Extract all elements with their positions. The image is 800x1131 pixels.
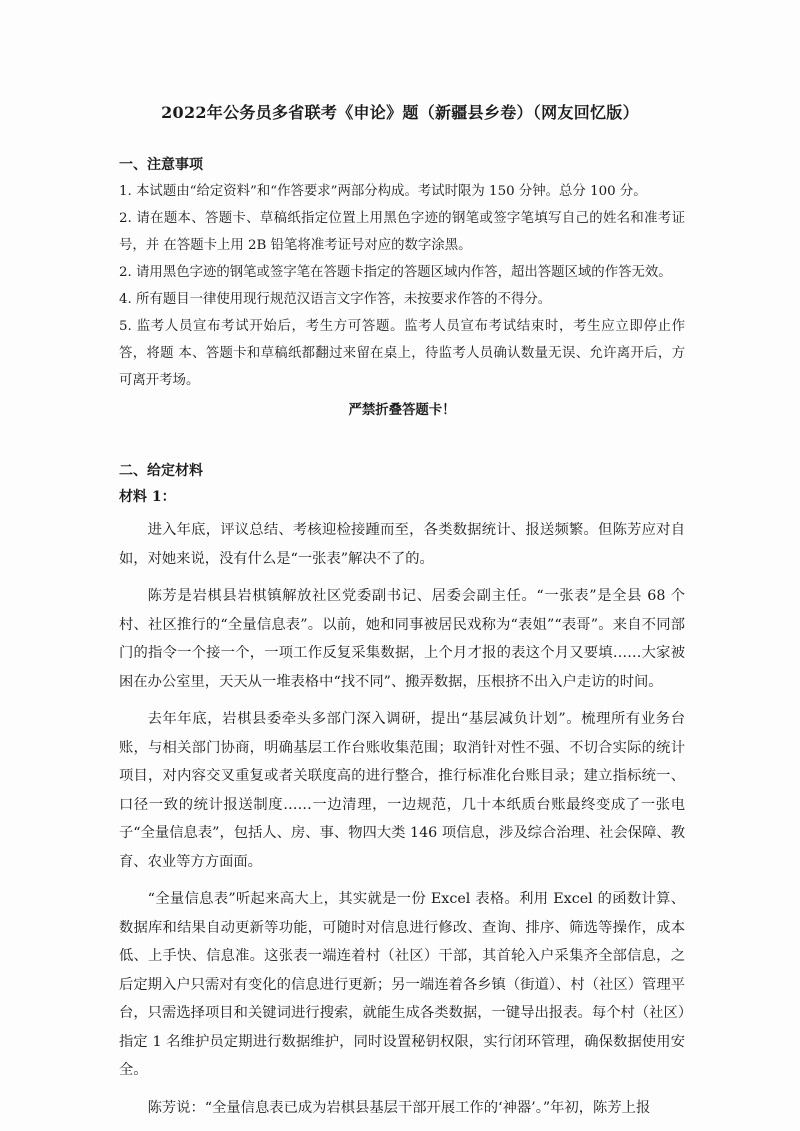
document-title: 2022年公务员多省联考《申论》题（新疆县乡卷）（网友回忆版）: [161, 103, 639, 122]
notice-item: 1. 本试题由“给定资料”和“作答要求”两部分构成。考试时限为 150 分钟。总分 100 分。: [119, 184, 647, 199]
notice-item: 2. 请用黑色字迹的钢笔或签字笔在答题卡指定的答题区域内作答，超出答题区域的作答无效。: [119, 265, 672, 280]
notice-item: 4. 所有题目一律使用现行规范汉语言文字作答，未按要求作答的不得分。: [119, 292, 552, 307]
notice-list: [119, 178, 685, 394]
notice-heading: 一、注意事项: [119, 157, 203, 173]
material-paragraph: “全量信息表”听起来高大上，其实就是一份 Excel 表格。利用 Excel 的函数计算、数据库和结果自动更新等功能，可随时对信息进行修改、查询、排序、筛选等操作，成本低、上手快、信息准。这张表一端连着村（社区）干部，其首轮入户采集齐全部信息，之后定期入户只需对有变化的信息进行更新；另一端连着各乡镇（街道）、村（社区）管理平台，只需选择项目和关键词进行搜索，就能生成各类数据，一键导出报表。每个村（社区）指定 1 名维护员定期进行数据维护，同时设置秘钥权限，实行闭环管理，确保数据使用安全。: [119, 891, 685, 1078]
warning-text: 严禁折叠答题卡！: [348, 402, 456, 418]
notice-item: 5. 监考人员宣布考试开始后，考生方可答题。监考人员宣布考试结束时，考生应立即停止作答，将题 本、答题卡和草稿纸都翻过来留在桌上，待监考人员确认数量无误、允许离开后，方可离开考场。: [119, 319, 685, 388]
material-paragraph: 去年年底，岩棋县委牵头多部门深入调研，提出“基层减负计划”。梳理所有业务台账，与相关部门协商，明确基层工作台账收集范围；取消针对性不强、不切合实际的统计项目，对内容交叉重复或者关联度高的进行整合，推行标准化台账目录；建立指标统一、口径一致的统计报送制度……一边清理，一边规范，几十本纸质台账最终变成了一张电子“全量信息表”，包括人、房、事、物四大类 146 项信息，涉及综合治理、社会保障、教育、农业等方方面面。: [119, 711, 685, 870]
document-body: [119, 152, 685, 1131]
material-1-label: 材料 1：: [119, 489, 176, 505]
material-paragraph: 进入年底，评议总结、考核迎检接踵而至，各类数据统计、报送频繁。但陈芳应对自如，对她来说，没有什么是“一张表”解决不了的。: [119, 522, 685, 567]
section-spacer: [119, 424, 685, 458]
materials-heading: 二、给定材料: [119, 463, 203, 479]
material-paragraph: 陈芳是岩棋县岩棋镇解放社区党委副书记、居委会副主任。“一张表”是全县 68 个村、社区推行的“全量信息表”。以前，她和同事被居民戏称为“表姐”“表哥”。来自不同部门的指令一个接一个，一项工作反复采集数据，上个月才报的表这个月又要填……大家被困在办公室里，天天从一堆表格中“找不同”、搬弄数据，压根挤不出入户走访的时间。: [119, 588, 685, 690]
notice-item: 2. 请在题本、答题卡、草稿纸指定位置上用黑色字迹的钢笔或签字笔填写自己的姓名和准考证号，并 在答题卡上用 2B 铅笔将准考证号对应的数字涂黑。: [119, 211, 685, 253]
material-paragraph: 陈芳说：“全量信息表已成为岩棋县基层干部开展工作的‘神器’。”年初，陈芳上报: [147, 1099, 651, 1116]
